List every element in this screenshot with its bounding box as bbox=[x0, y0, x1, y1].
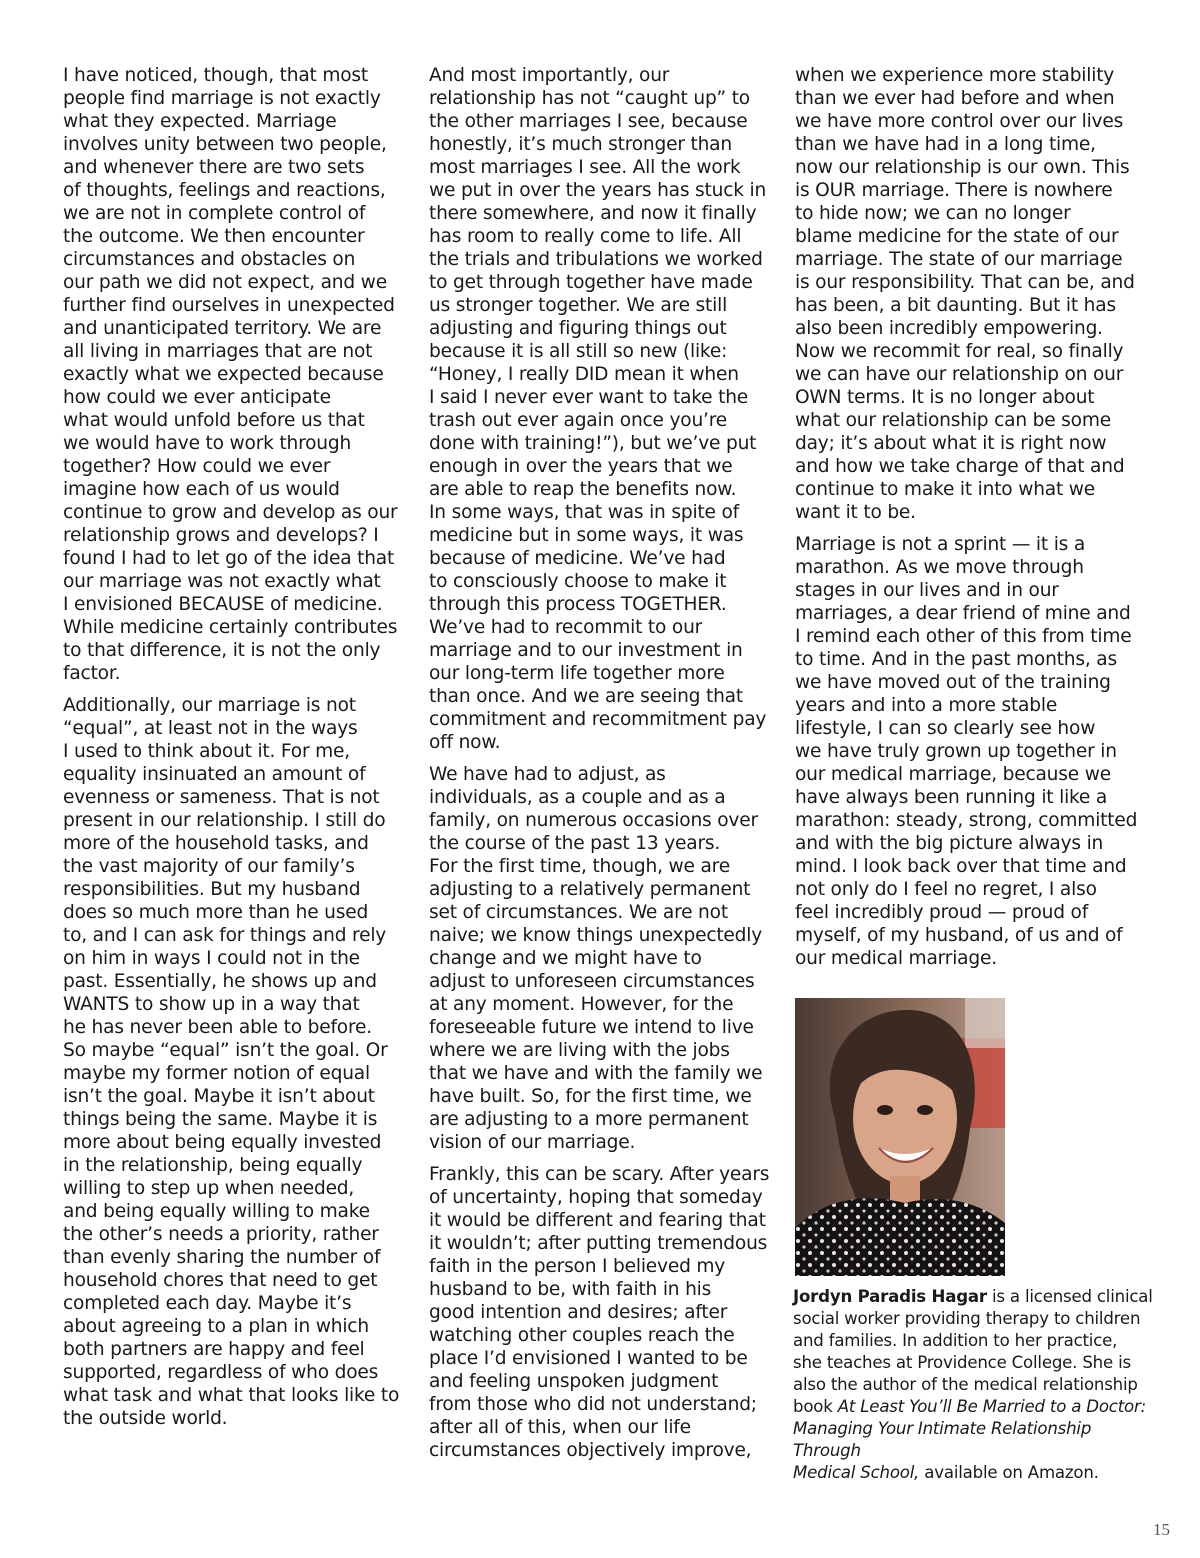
author-bio bbox=[793, 1286, 1163, 1484]
paragraph: Marriage is not a sprint — it is a marathon. As we move through stages in our lives and in our marriages, a dear friend of mine and I remind each other of this from time to time. And in the past months, as we have moved out of the training years and into a more stable lifestyle, I can so clearly see how we have truly grown up together in our medical marriage, because we have always been running it like a marathon: steady, strong, committed and with the big picture always in mind. I look back over that time and not only do I feel no regret, I also feel incredibly proud — proud of myself, of my husband, of us and of our medical marriage. bbox=[795, 534, 1138, 969]
article-column-1 bbox=[63, 64, 411, 1439]
article-column-2 bbox=[429, 64, 777, 1471]
article-column-3 bbox=[795, 64, 1143, 979]
paragraph: Frankly, this can be scary. After years of uncertainty, hoping that someday it would be different and fearing that it wouldn’t; after putting tremendous faith in the person I believed my husband to be, with faith in his good intention and desires; after watching other couples reach the place I’d envisioned I wanted to be and feeling unspoken judgment from those who did not understand; after all of this, when our life circumstances objectively improve, bbox=[429, 1164, 770, 1461]
author-name: Jordyn Paradis Hagar bbox=[793, 1287, 987, 1306]
bio-text: is a licensed clinical social worker providing therapy to children and families. In addition to her practice, she teaches at Providence College. She is also the author of the medical relationship book bbox=[793, 1287, 1153, 1416]
paragraph: when we experience more stability than we ever had before and when we have more control over our lives than we have had in a long time, now our relationship is our own. This is OUR marriage. There is nowhere to hide now; we can no longer blame medicine for the state of our marriage. The state of our marriage is our responsibility. That can be, and has been, a bit daunting. But it has also been incredibly empowering. Now we recommit for real, so finally we can have our relationship on our OWN terms. It is no longer about what our relationship can be some day; it’s about what it is right now and how we take charge of that and continue to make it into what we want it to be. bbox=[795, 65, 1135, 523]
page-number: 15 bbox=[1153, 1520, 1170, 1539]
author-photo bbox=[795, 998, 1005, 1276]
paragraph: And most importantly, our relationship has not “caught up” to the other marriages I see, because honestly, it’s much stronger than most marriages I see. All the work we put in over the years has stuck in there somewhere, and now it finally has room to really come to life. All the trials and tribulations we worked to get through together have made us stronger together. We are still adjusting and figuring things out because it is all still so new (like: “Honey, I really DID mean it when I said I never ever want to take the trash out ever again once you’re done with training!”), but we’ve put enough in over the years that we are able to reap the benefits now. In some ways, that was in spite of medicine but in some ways, it was because of medicine. We’ve had to consciously choose to make it through this process TOGETHER. We’ve had to recommit to our marriage and to our investment in our long-term life together more than once. And we are seeing that commitment and recommitment pay off now. bbox=[429, 65, 767, 753]
paragraph: We have had to adjust, as individuals, as a couple and as a family, on numerous occasions over the course of the past 13 years. For the first time, though, we are adjusting to a relatively permanent set of circumstances. We are not naive; we know things unexpectedly change and we might have to adjust to unforeseen circumstances at any moment. However, for the foreseeable future we intend to live where we are living with the jobs that we have and with the family we have built. So, for the first time, we are adjusting to a more permanent vision of our marriage. bbox=[429, 764, 763, 1153]
book-title: At Least You’ll Be Married to a Doctor: Managing Your Intimate Relationship Through Medical School, bbox=[793, 1397, 1146, 1482]
bio-text-end: available on Amazon. bbox=[919, 1463, 1099, 1482]
paragraph: Additionally, our marriage is not “equal”, at least not in the ways I used to think about it. For me, equality insinuated an amount of evenness or sameness. That is not present in our relationship. I still do more of the household tasks, and the vast majority of our family’s responsibilities. But my husband does so much more than he used to, and I can ask for things and rely on him in ways I could not in the past. Essentially, he shows up and WANTS to show up in a way that he has never been able to before. So maybe “equal” isn’t the goal. Or maybe my former notion of equal isn’t the goal. Maybe it isn’t about things being the same. Maybe it is more about being equally invested in the relationship, being equally willing to step up when needed, and being equally willing to make the other’s needs a priority, rather than evenly sharing the number of household chores that need to get completed each day. Maybe it’s about agreeing to a plan in which both partners are happy and feel supported, regardless of who does what task and what that looks like to the outside world. bbox=[63, 695, 400, 1429]
paragraph: I have noticed, though, that most people find marriage is not exactly what they expected. Marriage involves unity between two people, and whenever there are two sets of thoughts, feelings and reactions, we are not in complete control of the outcome. We then encounter circumstances and obstacles on our path we did not expect, and we further find ourselves in unexpected and unanticipated territory. We are all living in marriages that are not exactly what we expected because how could we ever anticipate what would unfold before us that we would have to work through together? How could we ever imagine how each of us would continue to grow and develop as our relationship grows and develops? I found I had to let go of the idea that our marriage was not exactly what I envisioned BECAUSE of medicine. While medicine certainly contributes to that difference, it is not the only factor. bbox=[63, 65, 398, 684]
